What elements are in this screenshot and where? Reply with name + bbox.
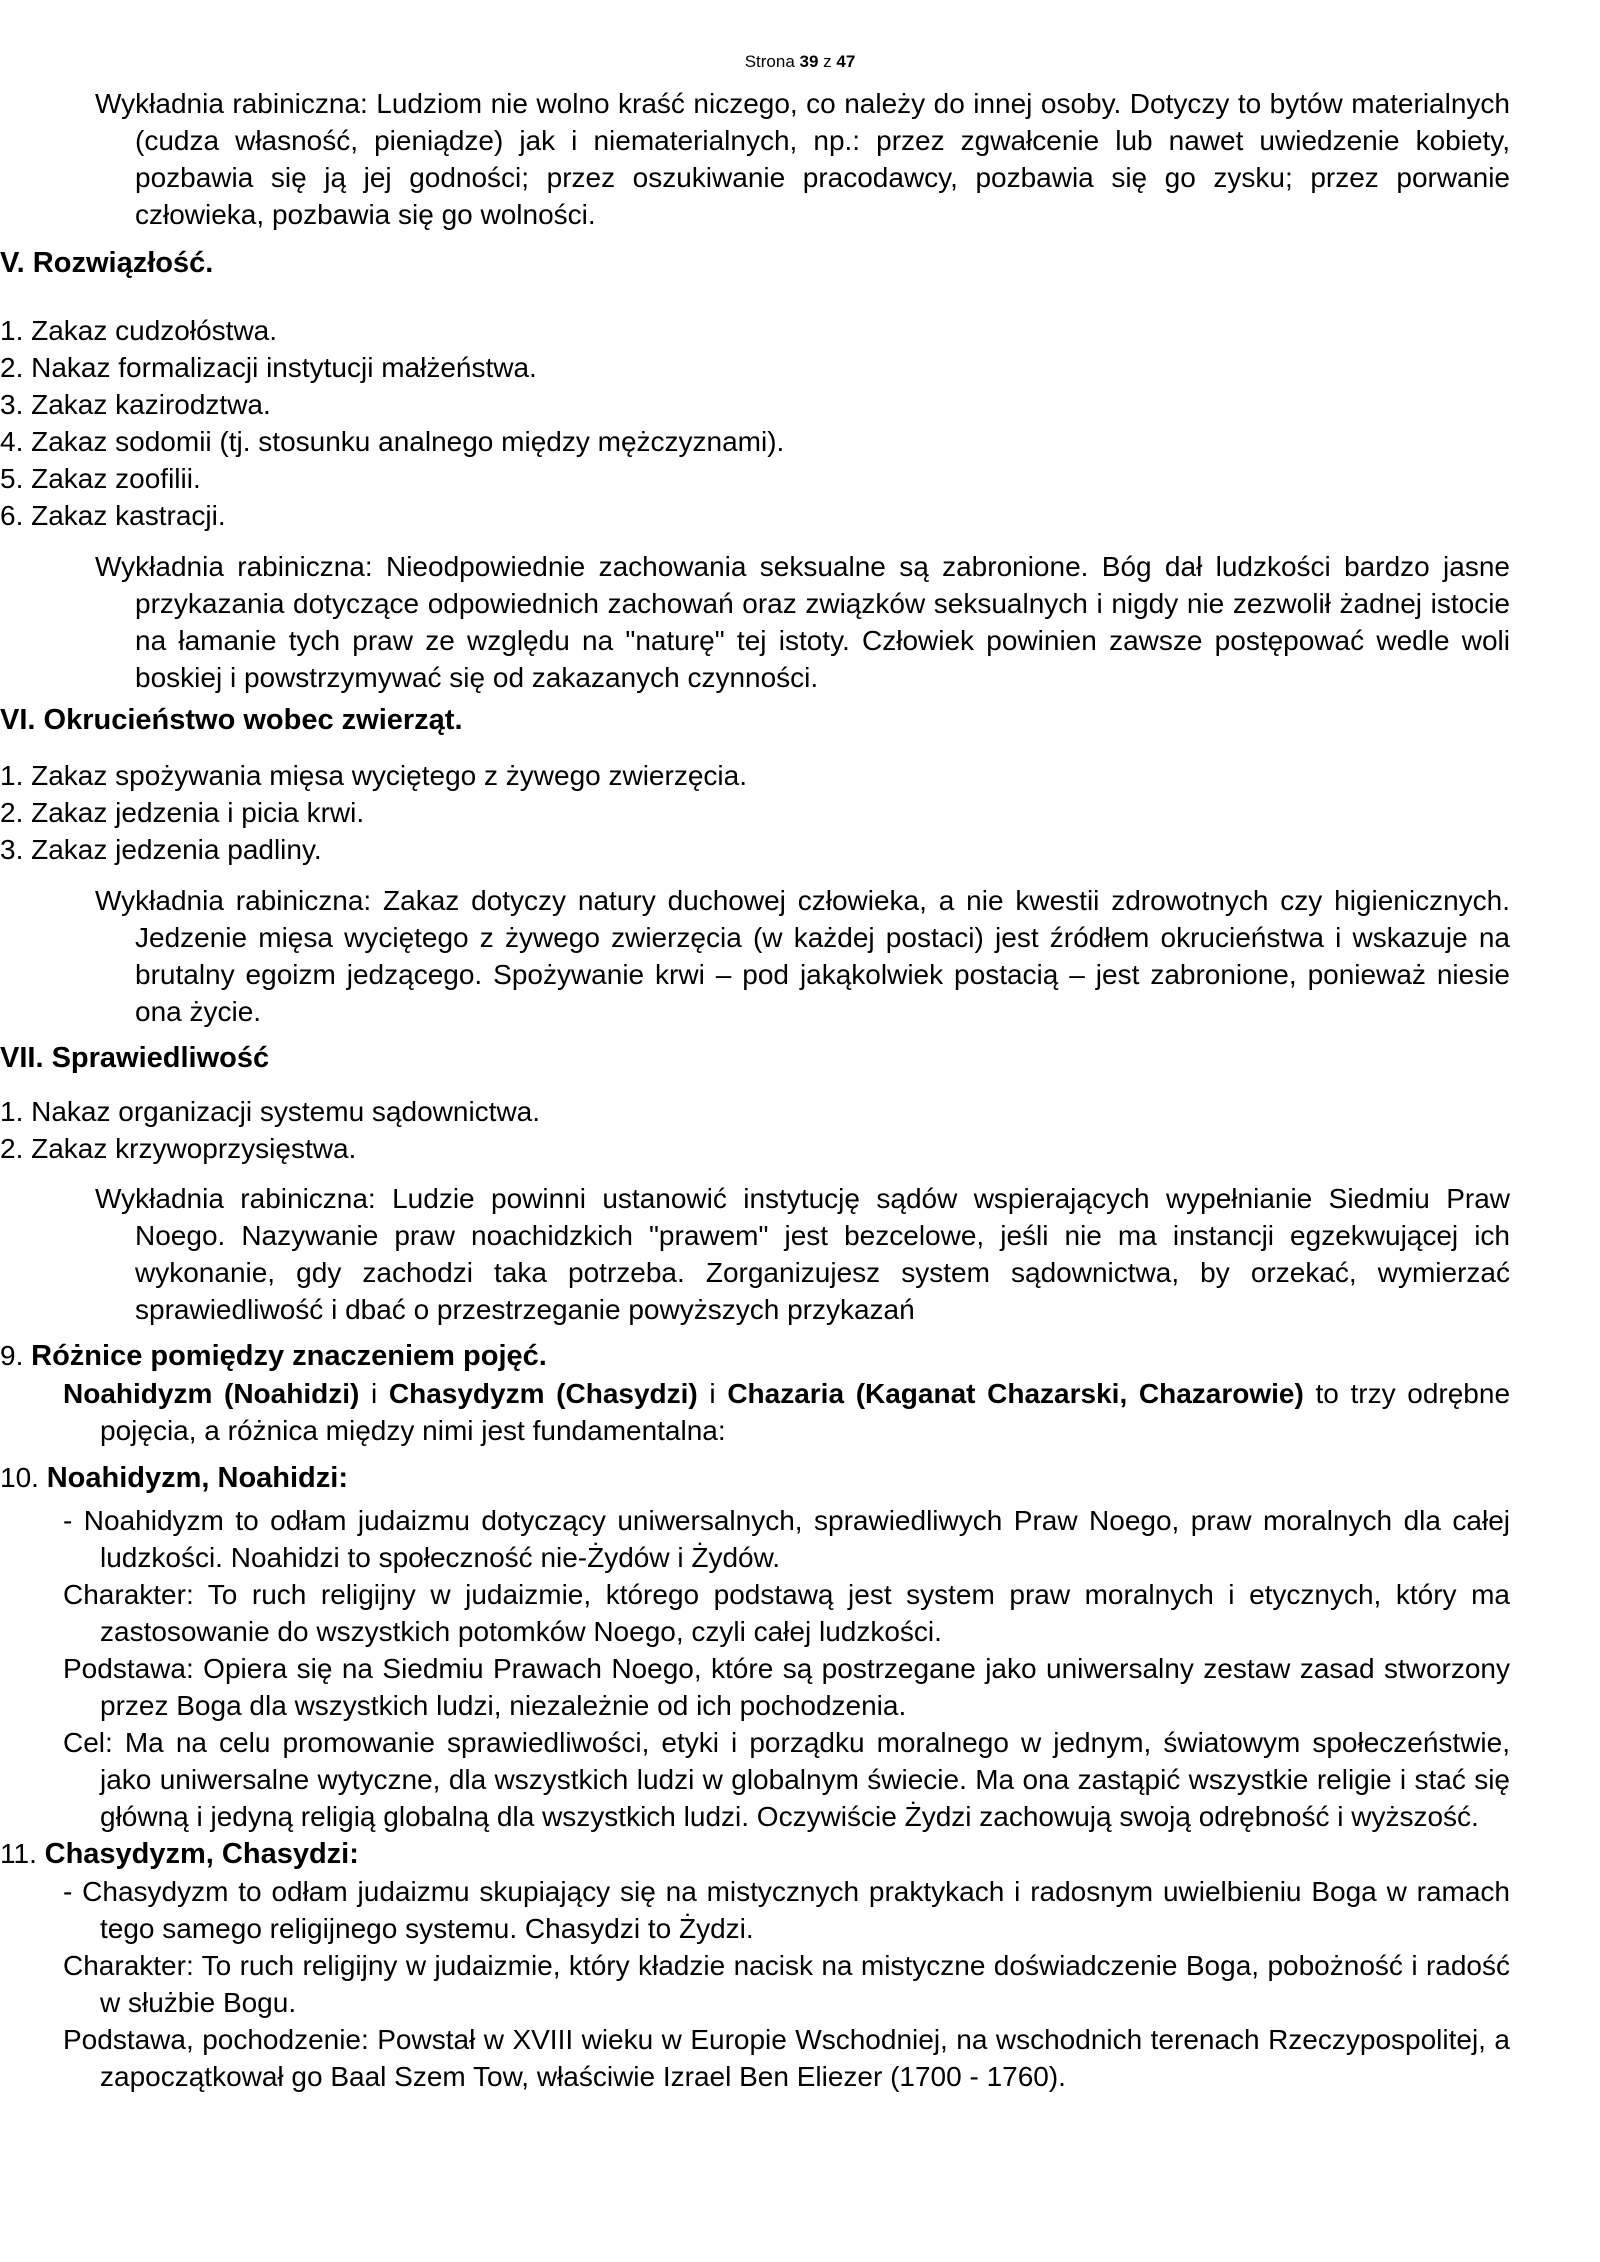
page-number: Strona 39 z 47: [744, 52, 856, 71]
section-vii-heading: VII. Sprawiedliwość: [0, 1042, 270, 1074]
section-vii-commentary: Wykładnia rabiniczna: Ludzie powinni ustanowić instytucję sądów wspierających wypełnianie Siedmiu Praw Noego. Nazywanie praw noachidzkich "prawem" jest bezcelowe, jeśli nie ma instancji egzekwującej ich wykonanie, gdy zachodzi taka potrzeba. Zorganizujesz system sądownictwa, by orzekać, wymierzać sprawiedliwość i dbać o przestrzeganie powyższych przykazań: [95, 1183, 1510, 1325]
section-10-paragraph: Podstawa: Opiera się na Siedmiu Prawach Noego, które są postrzegane jako uniwersalny zestaw zasad stworzony przez Boga dla wszystkich ludzi, niezależnie od ich pochodzenia.: [63, 1653, 1510, 1721]
list-item: 3. Zakaz jedzenia padliny.: [0, 834, 322, 865]
list-item: 4. Zakaz sodomii (tj. stosunku analnego między mężczyznami).: [0, 426, 785, 457]
list-item: 5. Zakaz zoofilii.: [0, 463, 201, 494]
section-11-paragraph: Podstawa, pochodzenie: Powstał w XVIII wieku w Europie Wschodniej, na wschodnich terenach Rzeczypospolitej, a zapoczątkował go Baal Szem Tow, właściwie Izrael Ben Eliezer (1700 - 1760).: [63, 2024, 1510, 2092]
section-9-heading: 9. Różnice pomiędzy znaczeniem pojęć.: [0, 1340, 547, 1372]
section-9-body: Noahidyzm (Noahidzi) i Chasydyzm (Chasydzi) i Chazaria (Kaganat Chazarski, Chazarowie) to trzy odrębne pojęcia, a różnica między nimi jest fundamentalna:: [63, 1378, 1511, 1446]
section-10-paragraph: - Noahidyzm to odłam judaizmu dotyczący uniwersalnych, sprawiedliwych Praw Noego, praw moralnych dla całej ludzkości. Noahidzi to społeczność nie-Żydów i Żydów.: [63, 1505, 1510, 1573]
section-vi-heading: VI. Okrucieństwo wobec zwierząt.: [0, 704, 463, 736]
section-10-paragraph: Cel: Ma na celu promowanie sprawiedliwości, etyki i porządku moralnego w jednym, światowym społeczeństwie, jako uniwersalne wytyczne, dla wszystkich ludzi w globalnym świecie. Ma ona zastąpić wszystkie religie i stać się główną i jedyną religią globalną dla wszystkich ludzi. Oczywiście Żydzi zachowują swoją odrębność i wyższość.: [63, 1727, 1510, 1832]
list-item: 2. Zakaz jedzenia i picia krwi.: [0, 797, 365, 828]
list-item: 6. Zakaz kastracji.: [0, 500, 226, 531]
section-vi-list: [0, 757, 1600, 868]
section-10-paragraph: Charakter: To ruch religijny w judaizmie, którego podstawą jest system praw moralnych i etycznych, który ma zastosowanie do wszystkich potomków Noego, czyli całej ludzkości.: [63, 1579, 1510, 1647]
section-v-heading: V. Rozwiązłość.: [0, 247, 214, 279]
section-v-list: [0, 312, 1600, 534]
list-item: 1. Nakaz organizacji systemu sądownictwa.: [0, 1096, 541, 1127]
section-11-paragraph: - Chasydyzm to odłam judaizmu skupiający się na mistycznych praktykach i radosnym uwielbieniu Boga w ramach tego samego religijnego systemu. Chasydzi to Żydzi.: [63, 1876, 1510, 1944]
section-vii-list: [0, 1093, 1600, 1167]
list-item: 1. Zakaz cudzołóstwa.: [0, 315, 278, 346]
section-11-paragraph: Charakter: To ruch religijny w judaizmie, który kładzie nacisk na mistyczne doświadczenie Boga, pobożność i radość w służbie Bogu.: [63, 1950, 1510, 2018]
list-item: 3. Zakaz kazirodztwa.: [0, 389, 271, 420]
section-11-heading: 11. Chasydyzm, Chasydzi:: [0, 1838, 359, 1870]
section-v-commentary: Wykładnia rabiniczna: Nieodpowiednie zachowania seksualne są zabronione. Bóg dał ludzkości bardzo jasne przykazania dotyczące odpowiednich zachowań oraz związków seksualnych i nigdy nie zezwolił żadnej istocie na łamanie tych praw ze względu na "naturę" tej istoty. Człowiek powinien zawsze postępować wedle woli boskiej i powstrzymywać się od zakazanych czynności.: [95, 551, 1510, 693]
list-item: 2. Nakaz formalizacji instytucji małżeństwa.: [0, 352, 537, 383]
list-item: 1. Zakaz spożywania mięsa wyciętego z żywego zwierzęcia.: [0, 760, 747, 791]
section-vi-commentary: Wykładnia rabiniczna: Zakaz dotyczy natury duchowej człowieka, a nie kwestii zdrowotnych czy higienicznych. Jedzenie mięsa wyciętego z żywego zwierzęcia (w każdej postaci) jest źródłem okrucieństwa i wskazuje na brutalny egoizm jedzącego. Spożywanie krwi – pod jakąkolwiek postacią – jest zabronione, ponieważ niesie ona życie.: [95, 885, 1510, 1027]
list-item: 2. Zakaz krzywoprzysięstwa.: [0, 1133, 357, 1164]
paragraph-intro-commentary: Wykładnia rabiniczna: Ludziom nie wolno kraść niczego, co należy do innej osoby. Dotyczy to bytów materialnych (cudza własność, pieniądze) jak i niematerialnych, np.: przez zgwałcenie lub nawet uwiedzenie kobiety, pozbawia się ją jej godności; przez oszukiwanie pracodawcy, pozbawia się go zysku; przez porwanie człowieka, pozbawia się go wolności.: [95, 88, 1510, 230]
section-10-heading: 10. Noahidyzm, Noahidzi:: [0, 1462, 348, 1494]
